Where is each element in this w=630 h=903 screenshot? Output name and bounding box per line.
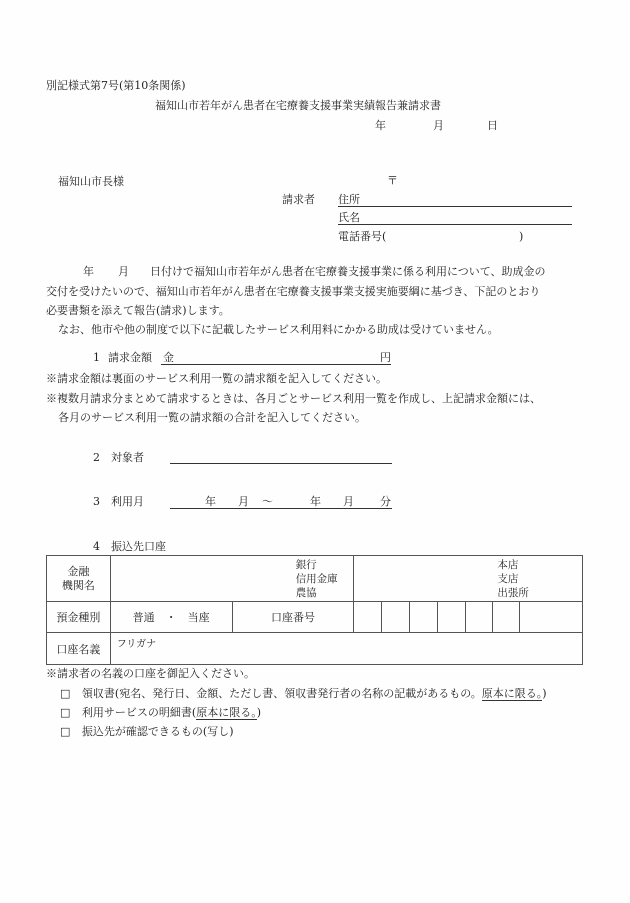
account-note: ※請求者の名義の口座を御記入ください。	[46, 667, 255, 680]
body-month: 月	[118, 265, 129, 278]
item3-month1: 月	[238, 495, 249, 508]
address-field[interactable]	[338, 206, 572, 207]
bank-type-shinkin: 信用金庫	[295, 572, 338, 585]
account-digit-7[interactable]	[520, 602, 583, 633]
phone-label: 電話番号(	[338, 230, 387, 243]
name-label: 氏名	[338, 211, 360, 224]
phone-close: )	[519, 230, 524, 243]
checkbox-receipt[interactable]: □	[60, 687, 71, 700]
checklist-original-only: 原本に限る。	[196, 706, 257, 719]
item4-label: 振込先口座	[111, 540, 166, 553]
checkbox-bank-proof[interactable]: □	[60, 725, 71, 738]
checklist-text: 利用サービスの明細書(	[81, 706, 197, 719]
checklist-item-bank-proof	[60, 726, 234, 737]
checklist-text: 振込先が確認できるもの(写し)	[81, 725, 234, 738]
deposit-type-options[interactable]: 普通 ・ 当座	[110, 602, 232, 633]
checklist-item-statement	[60, 707, 261, 718]
bank-type-bank: 銀行	[295, 558, 317, 571]
bank-name-label-1: 金融	[67, 564, 90, 578]
body-line-1: 日付けで福知山市若年がん患者在宅療養支援事業に係る利用について、助成金の	[150, 265, 546, 278]
claim-amount-field[interactable]	[161, 364, 391, 365]
item1-number: 1	[93, 351, 100, 364]
subject-person-field[interactable]	[170, 463, 392, 464]
addressee: 福知山市長様	[58, 175, 124, 188]
account-number-label: 口座番号	[232, 602, 354, 633]
body-line-2: 交付を受けたいので、福知山市若年がん患者在宅療養支援事業支援実施要綱に基づき、下記のとおり	[46, 285, 541, 298]
account-digit-1[interactable]	[354, 602, 382, 633]
item3-year2: 年	[310, 495, 321, 508]
bank-name-label-2: 機関名	[61, 578, 95, 592]
date-month-label: 月	[433, 119, 444, 132]
address-label: 住所	[338, 193, 360, 206]
body-year: 年	[83, 265, 94, 278]
item2-label: 対象者	[111, 451, 144, 464]
checklist-tail: )	[256, 706, 261, 719]
note-2b: 各月のサービス利用一覧の請求額の合計を記入してください。	[58, 411, 366, 424]
requester-label: 請求者	[282, 193, 315, 206]
item3-month2: 月	[343, 495, 354, 508]
checkbox-statement[interactable]: □	[60, 706, 71, 719]
branch-type-sub: 出張所	[497, 586, 529, 599]
branch-type-main: 本店	[497, 558, 519, 571]
bank-name-field[interactable]	[110, 556, 354, 602]
item3-tilde: ～	[262, 495, 273, 508]
branch-type-branch: 支店	[497, 572, 519, 585]
furigana-label: フリガナ	[116, 639, 157, 650]
account-digit-4[interactable]	[438, 602, 466, 633]
usage-month-field[interactable]	[170, 508, 392, 509]
item4-number: 4	[93, 540, 100, 553]
checklist-tail: )	[542, 687, 547, 700]
deposit-type-label: 預金種別	[47, 602, 111, 633]
body-line-3: 必要書類を添えて報告(請求)します。	[46, 304, 230, 317]
date-day-label: 日	[487, 119, 498, 132]
account-name-field[interactable]	[110, 633, 582, 665]
account-table	[46, 555, 583, 665]
item3-label: 利用月	[111, 495, 144, 508]
name-field[interactable]	[338, 224, 572, 225]
document-title: 福知山市若年がん患者在宅療養支援事業実績報告兼請求書	[155, 99, 441, 112]
checklist-original-only: 原本に限る。	[481, 687, 543, 700]
item3-suffix: 分	[380, 495, 391, 508]
account-name-label: 口座名義	[47, 633, 111, 665]
item1-prefix: 金	[163, 351, 174, 364]
date-year-label: 年	[375, 119, 386, 132]
body-line-4: なお、他市や他の制度で以下に記載したサービス利用料にかかる助成は受けていません。	[58, 323, 499, 336]
phone-field[interactable]	[395, 228, 515, 242]
account-digit-6[interactable]	[493, 602, 520, 633]
item1-suffix: 円	[380, 351, 391, 364]
checklist-text: 領収書(宛名、発行日、金額、ただし書、領収書発行者の名称の記載があるもの。	[81, 687, 482, 700]
item3-number: 3	[93, 495, 100, 508]
item2-number: 2	[93, 451, 100, 464]
postal-mark: 〒	[387, 174, 398, 187]
bank-name-label-cell	[47, 556, 111, 602]
item1-label: 請求金額	[108, 351, 152, 364]
account-digit-3[interactable]	[410, 602, 438, 633]
bank-type-nokyo: 農協	[295, 586, 317, 599]
account-digit-2[interactable]	[382, 602, 410, 633]
checklist-item-receipt	[60, 688, 547, 699]
form-number: 別記様式第7号(第10条関係)	[46, 79, 186, 92]
note-1: ※請求金額は裏面のサービス利用一覧の請求額を記入してください。	[46, 372, 387, 385]
account-digit-5[interactable]	[466, 602, 493, 633]
note-2a: ※複数月請求分まとめて請求するときは、各月ごとサービス利用一覧を作成し、上記請求金額には、	[46, 392, 541, 405]
branch-name-field[interactable]	[354, 556, 583, 602]
item3-year1: 年	[205, 495, 216, 508]
